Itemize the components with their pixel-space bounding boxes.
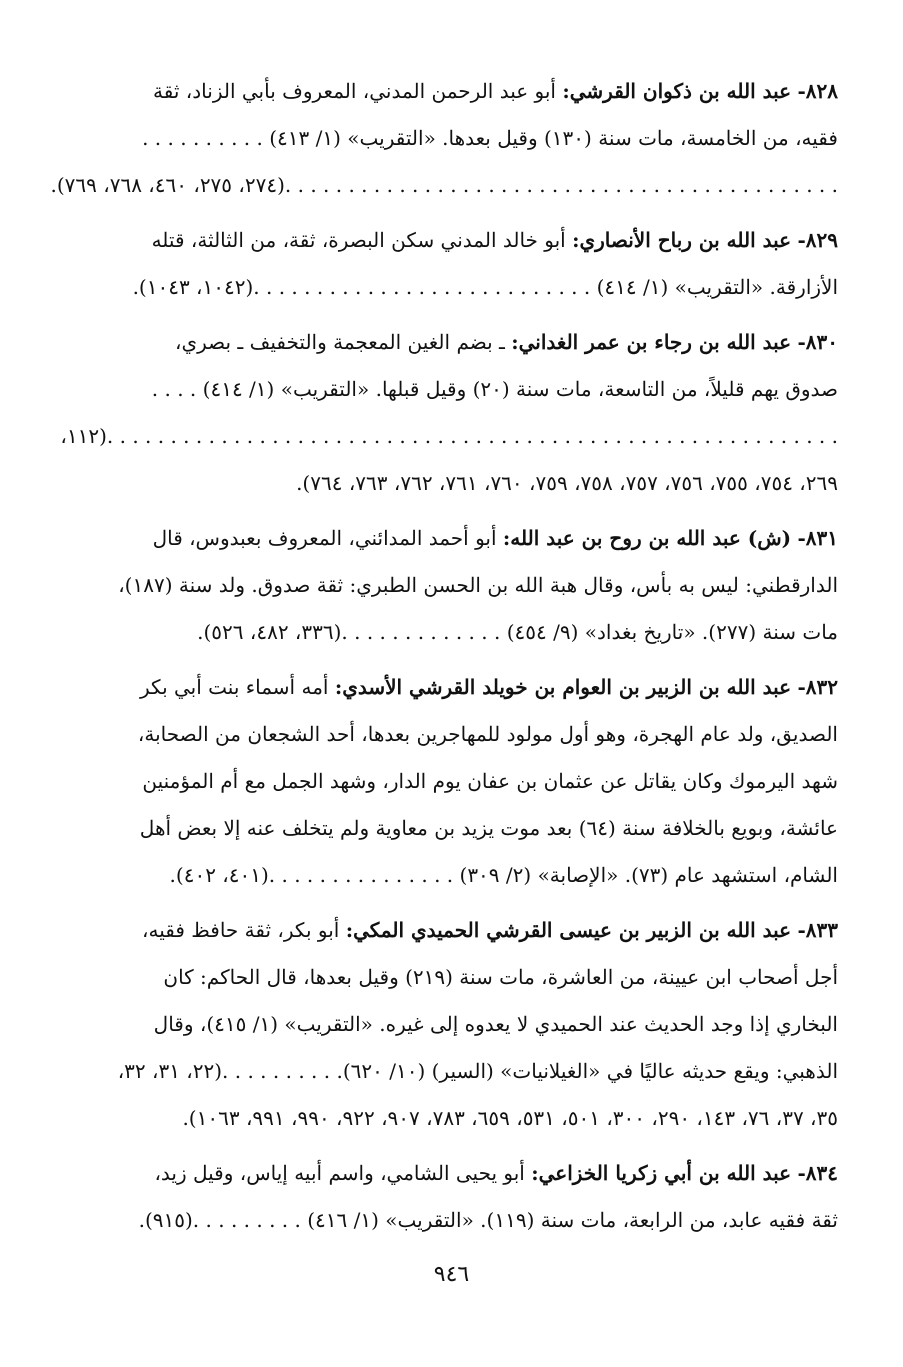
entry-text: أبو خالد المدني سكن البصرة، ثقة، من الثالثة، قتله — [151, 228, 566, 252]
entry-number: ٨٣١- — [797, 526, 838, 550]
entry-number: ٨٢٩- — [797, 228, 838, 252]
entry-line: شهد اليرموك وكان يقاتل عن عثمان بن عفان يوم الدار، وشهد الجمل مع أم المؤمنين — [142, 769, 838, 793]
entry-text: أبو بكر، ثقة حافظ فقيه، — [142, 918, 340, 942]
entry-828 — [50, 68, 838, 209]
entry-line: فقيه، من الخامسة، مات سنة (١٣٠) وقيل بعدها. «التقريب» (١/ ٤١٣) . . . . . . . . . . — [142, 126, 838, 150]
entry-line — [68, 907, 838, 954]
entry-line: صدوق يهم قليلاً، من التاسعة، مات سنة (٢٠) وقيل قبلها. «التقريب» (١/ ٤١٤) . . . . — [151, 377, 838, 401]
entry-line — [68, 664, 838, 711]
entry-text: أمه أسماء بنت أبي بكر — [139, 675, 329, 699]
entry-829 — [68, 217, 838, 311]
entry-line: الذهبي: ويقع حديثه عاليًا في «الغيلانيات» (السير) (١٠/ ٦٢٠). . . . . . . . . .(٢٢، ٣١، ٣٢، — [117, 1059, 838, 1083]
entry-line: أجل أصحاب ابن عيينة، من العاشرة، مات سنة (٢١٩) وقيل بعدها، قال الحاكم: كان — [163, 965, 838, 989]
entry-833 — [68, 907, 838, 1142]
entry-name: عبد الله بن الزبير بن العوام بن خويلد القرشي الأسدي: — [334, 675, 792, 699]
entry-text: أبو يحيى الشامي، واسم أبيه إياس، وقيل زيد، — [154, 1161, 525, 1185]
entry-text: أبو عبد الرحمن المدني، المعروف بأبي الزناد، ثقة — [153, 79, 556, 103]
entry-number: ٨٣٤- — [797, 1161, 838, 1185]
entry-line: مات سنة (٢٧٧). «تاريخ بغداد» (٩/ ٤٥٤) . . . . . . . . . . . . .(٣٣٦، ٤٨٢، ٥٢٦). — [197, 620, 838, 644]
entry-line: عائشة، وبويع بالخلافة سنة (٦٤) بعد موت يزيد بن معاوية ولم يتخلف عنه إلا بعض أهل — [139, 816, 838, 840]
entry-line: ٢٦٩، ٧٥٤، ٧٥٥، ٧٥٦، ٧٥٧، ٧٥٨، ٧٥٩، ٧٦٠، ٧٦١، ٧٦٢، ٧٦٣، ٧٦٤). — [296, 471, 838, 495]
entry-number: ٨٣٣- — [797, 918, 838, 942]
entry-line: . . . . . . . . . . . . . . . . . . . . . . . . . . . . . . . . . . . . . . . . . . . . . . . . . . . . . . . . . .(١١٢، — [60, 424, 838, 448]
entry-831 — [68, 515, 838, 656]
entry-line: ثقة فقيه عابد، من الرابعة، مات سنة (١١٩). «التقريب» (١/ ٤١٦) . . . . . . . . .(٩١٥). — [138, 1208, 838, 1232]
entry-name: (ش) عبد الله بن روح بن عبد الله: — [502, 526, 792, 550]
entry-line: ٣٥، ٣٧، ٧٦، ١٤٣، ٢٩٠، ٣٠٠، ٥٠١، ٥٣١، ٦٥٩، ٧٨٣، ٩٠٧، ٩٢٢، ٩٩٠، ٩٩١، ١٠٦٣). — [182, 1106, 838, 1130]
entry-834 — [68, 1150, 838, 1244]
entry-text: أبو أحمد المدائني، المعروف بعبدوس، قال — [152, 526, 497, 550]
entry-name: عبد الله بن رباح الأنصاري: — [572, 228, 792, 252]
entry-832 — [68, 664, 838, 899]
page-number: ٩٤٦ — [433, 1262, 470, 1287]
entry-line: البخاري إذا وجد الحديث عند الحميدي لا يعدوه إلى غيره. «التقريب» (١/ ٤١٥)، وقال — [153, 1012, 838, 1036]
entry-line: الدارقطني: ليس به بأس، وقال هبة الله بن الحسن الطبري: ثقة صدوق. ولد سنة (١٨٧)، — [118, 573, 838, 597]
entry-name: عبد الله بن ذكوان القرشي: — [562, 79, 792, 103]
entry-line — [68, 217, 838, 264]
entry-name: عبد الله بن الزبير بن عيسى القرشي الحميدي المكي: — [345, 918, 792, 942]
entry-line — [68, 319, 838, 366]
entry-line: الشام، استشهد عام (٧٣). «الإصابة» (٢/ ٣٠٩) . . . . . . . . . . . . . . .(٤٠١، ٤٠٢). — [169, 863, 838, 887]
entry-text: ـ بضم الغين المعجمة والتخفيف ـ بصري، — [175, 330, 505, 354]
entry-line — [68, 1150, 838, 1197]
entry-name: عبد الله بن أبي زكريا الخزاعي: — [531, 1161, 792, 1185]
entry-number: ٨٢٨- — [797, 79, 838, 103]
entry-line: الأزارقة. «التقريب» (١/ ٤١٤) . . . . . . . . . . . . . . . . . . . . . . . . . . .(١٠٤٢، ١٠٤٣). — [132, 275, 838, 299]
page-body — [50, 68, 838, 1252]
entry-line: . . . . . . . . . . . . . . . . . . . . . . . . . . . . . . . . . . . . . . . . . . . .(٢٧٤، ٢٧٥، ٤٦٠، ٧٦٨، ٧٦٩). — [50, 173, 838, 197]
entry-number: ٨٣٠- — [797, 330, 838, 354]
entry-name: عبد الله بن رجاء بن عمر الغداني: — [511, 330, 792, 354]
entry-number: ٨٣٢- — [797, 675, 838, 699]
entry-line: الصديق، ولد عام الهجرة، وهو أول مولود للمهاجرين بعدها، أحد الشجعان من الصحابة، — [137, 722, 838, 746]
entry-830 — [60, 319, 838, 507]
entry-line — [68, 68, 838, 115]
entry-line — [68, 515, 838, 562]
